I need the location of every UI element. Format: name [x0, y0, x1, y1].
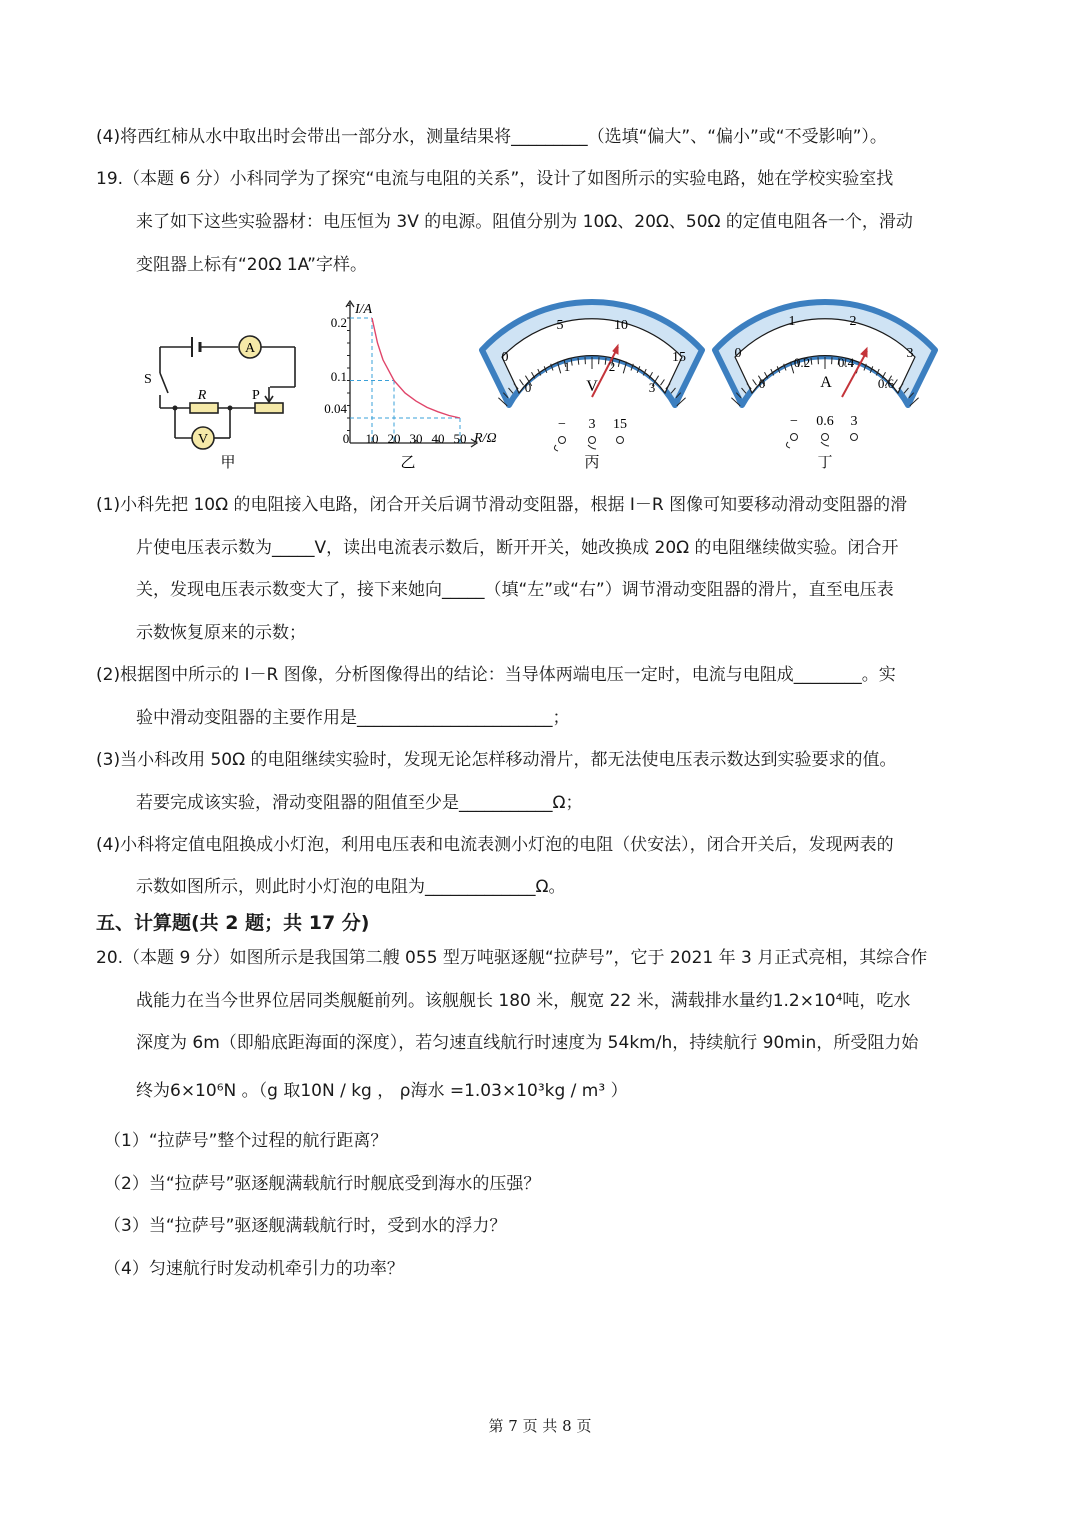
line-q19-4a: (4)小科将定值电阻换成小灯泡，利用电压表和电流表测小灯泡的电阻（伏安法），闭合开关后，发现两表的 [96, 835, 894, 855]
section-title: 五、计算题(共 2 题；共 17 分) [96, 912, 370, 934]
x-tick-label: 30 [409, 431, 423, 446]
v-terminal-3: 3 [588, 417, 596, 432]
x-tick-label: 0 [342, 431, 350, 446]
circuit-diagram [160, 336, 295, 449]
x-tick-label: 20 [387, 431, 401, 446]
ir-graph [324, 301, 496, 447]
line-q18-4: (4)将西红柿从水中取出时会带出一部分水，测量结果将_________（选填“偏大”、“偏小”或“不受影响”）。 [96, 127, 887, 147]
line-q20-2: 战能力在当今世界位居同类舰艇前列。该舰舰长 180 米，舰宽 22 米，满载排水量约1.2×10⁴吨，吃水 [136, 991, 911, 1011]
line-q19-3a: (3)当小科改用 50Ω 的电阻继续实验时，发现无论怎样移动滑片，都无法使电压表示数达到实验要求的值。 [96, 750, 897, 770]
line-q19-1a: (1)小科先把 10Ω 的电阻接入电路，闭合开关后调节滑动变阻器，根据 I－R 图像可知要移动滑动变阻器的滑 [96, 495, 908, 515]
a-outer-0: 0 [734, 346, 742, 361]
ir-curve [372, 318, 460, 418]
line-q20-4: 终为6×10⁶N 。（g 取10N / kg ， ρ海水 =1.03×10³kg / m³ ） [136, 1081, 628, 1101]
v-inner-1: 1 [563, 359, 571, 374]
x-tick-label: 10 [365, 431, 379, 446]
a-terminal-06: 0.6 [816, 414, 834, 429]
a-inner-04: 0.4 [837, 355, 855, 370]
figure-panel [130, 295, 950, 480]
a-inner-06: 0.6 [877, 376, 895, 391]
a-outer-3: 3 [906, 346, 914, 361]
v-terminal-neg: − [558, 417, 566, 432]
v-unit: V [586, 378, 598, 395]
resistor-label: R [197, 388, 207, 403]
a-inner-0: 0 [758, 376, 766, 391]
line-q19-1c: 关，发现电压表示数变大了，接下来她向_____（填“左”或“右”）调节滑动变阻器的滑片，直至电压表 [136, 580, 894, 600]
x-axis-label: R/Ω [474, 431, 497, 446]
caption-bing: 丙 [584, 455, 600, 471]
a-terminal-neg: − [790, 414, 798, 429]
page-footer: 第 7 页 共 8 页 [488, 1417, 592, 1435]
x-tick-label: 50 [453, 431, 467, 446]
v-inner-2: 2 [608, 359, 616, 374]
voltmeter-dial [482, 302, 702, 451]
v-outer-15: 15 [672, 350, 686, 365]
ammeter-label: A [244, 341, 256, 356]
line-q19-2a: (2)根据图中所示的 I－R 图像，分析图像得出的结论：当导体两端电压一定时，电流与电阻成________。实 [96, 665, 896, 685]
ammeter-dial [715, 302, 935, 448]
caption-ding: 丁 [817, 455, 833, 471]
slider-label: P [252, 388, 260, 403]
caption-yi: 乙 [400, 455, 416, 471]
a-terminal-3: 3 [850, 414, 858, 429]
line-q19-1b: 片使电压表示数为_____V，读出电流表示数后，断开开关，她改换成 20Ω 的电阻继续做实验。闭合开 [136, 538, 899, 558]
line-q19-2b: 验中滑动变阻器的主要作用是_______________________； [136, 708, 570, 728]
v-terminal-15: 15 [613, 417, 627, 432]
y-axis-label: I/A [355, 302, 373, 317]
voltmeter-label: V [197, 432, 209, 447]
junction-dot [173, 406, 178, 411]
line-q19-4b: 示数如图所示，则此时小灯泡的电阻为_____________Ω。 [136, 877, 566, 897]
line-q19-head: 19.（本题 6 分）小科同学为了探究“电流与电阻的关系”，设计了如图所示的实验电路，她在学校实验室找 [96, 169, 894, 189]
y-tick-label: 0.1 [330, 369, 347, 384]
junction-dot [228, 406, 233, 411]
line-q20-sub1: （1）“拉萨号”整个过程的航行距离？ [104, 1131, 388, 1151]
line-q19-2: 来了如下这些实验器材：电压恒为 3V 的电源。阻值分别为 10Ω、20Ω、50Ω 的定值电阻各一个，滑动 [136, 212, 913, 232]
y-tick-label: 0.2 [330, 315, 347, 330]
line-q20-head: 20.（本题 9 分）如图所示是我国第二艘 055 型万吨驱逐舰“拉萨号”，它于 2021 年 3 月正式亮相，其综合作 [96, 948, 928, 968]
line-q20-3: 深度为 6m（即船底距海面的深度），若匀速直线航行时速度为 54km/h，持续航行 90min，所受阻力始 [136, 1033, 919, 1053]
a-outer-1: 1 [788, 314, 796, 329]
v-inner-0: 0 [524, 380, 532, 395]
line-q19-3b: 若要完成该实验，滑动变阻器的阻值至少是___________Ω； [136, 793, 583, 813]
a-unit: A [820, 374, 832, 391]
line-q19-3: 变阻器上标有“20Ω 1A”字样。 [136, 255, 367, 275]
x-tick-label: 40 [431, 431, 445, 446]
v-outer-0: 0 [501, 350, 509, 365]
v-outer-10: 10 [614, 318, 628, 333]
line-q20-sub2: （2）当“拉萨号”驱逐舰满载航行时舰底受到海水的压强？ [104, 1174, 541, 1194]
switch-label: S [144, 372, 152, 387]
line-q20-sub3: （3）当“拉萨号”驱逐舰满载航行时，受到水的浮力？ [104, 1216, 507, 1236]
a-outer-2: 2 [849, 314, 857, 329]
line-q20-sub4: （4）匀速航行时发动机牵引力的功率？ [104, 1259, 404, 1279]
line-q19-1d: 示数恢复原来的示数； [136, 623, 306, 643]
y-tick-label: 0.04 [324, 401, 347, 416]
caption-jia: 甲 [220, 455, 236, 471]
v-outer-5: 5 [556, 318, 564, 333]
v-inner-3: 3 [648, 380, 656, 395]
a-inner-02: 0.2 [793, 355, 811, 370]
